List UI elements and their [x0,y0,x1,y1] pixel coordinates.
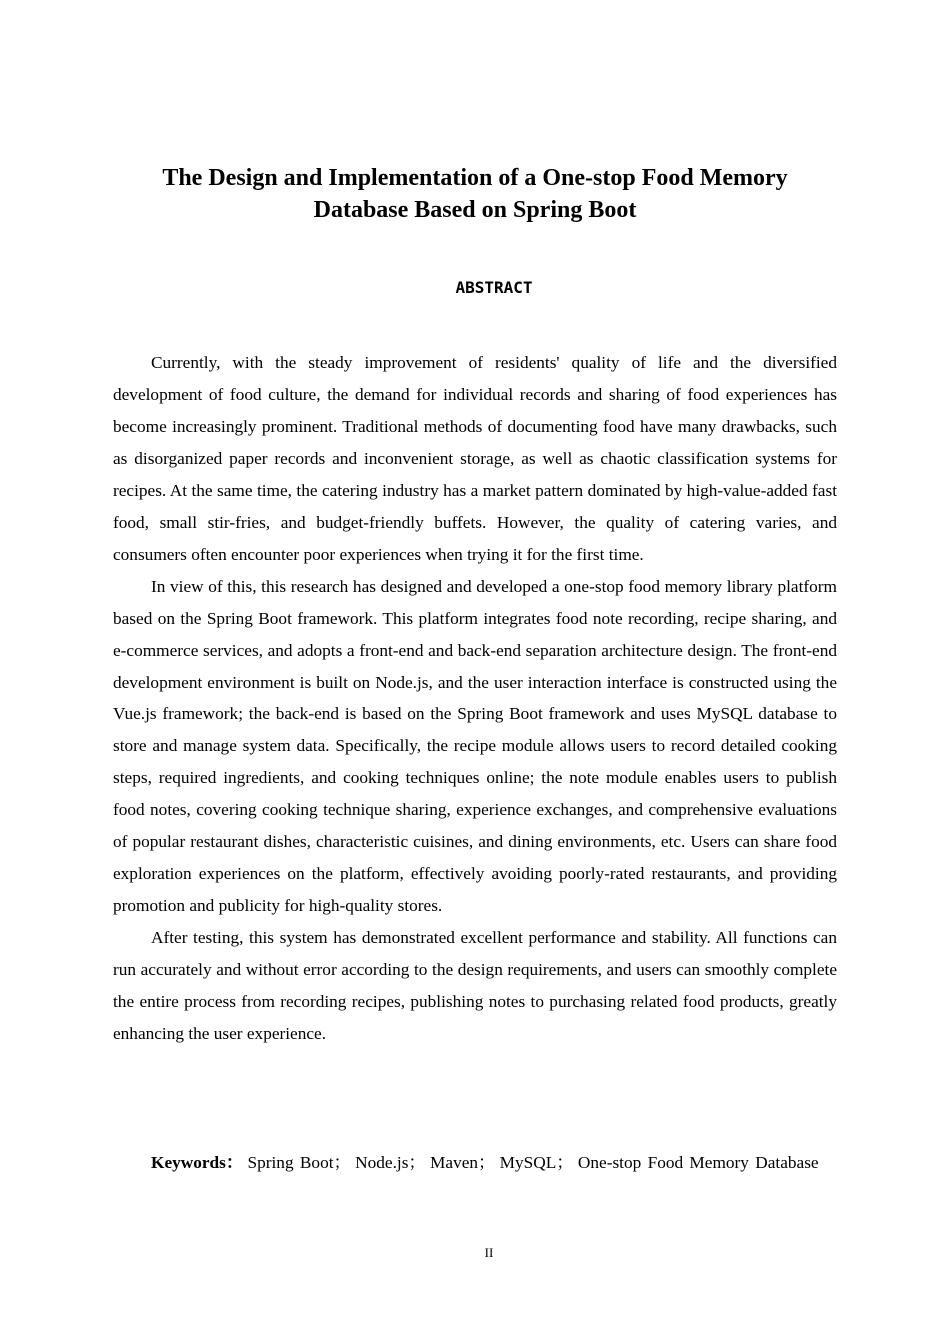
keywords-label: Keywords： [151,1153,244,1172]
keyword-item-2: Node.js； [355,1153,426,1172]
paper-title [113,162,837,226]
abstract-paragraph-1: Currently, with the steady improvement of residents' quality of life and the diversified development of food culture, the demand for individual records and sharing of food experiences has become increasingly prominent. Traditional methods of documenting food have many drawbacks, such as disorganized paper records and inconvenient storage, as well as chaotic classification systems for recipes. At the same time, the catering industry has a market pattern dominated by high-value-added fast food, small stir-fries, and budget-friendly buffets. However, the quality of catering varies, and consumers often encounter poor experiences when trying it for the first time. [113,353,837,564]
keyword-item-3: Maven； [430,1153,496,1172]
abstract-paragraph-3: After testing, this system has demonstrated excellent performance and stability. All functions can run accurately and without error according to the design requirements, and users can smoothly complete the entire process from recording recipes, publishing notes to purchasing related food products, greatly enhancing the user experience. [113,928,837,1044]
keywords-line [113,1147,837,1179]
abstract-body [113,347,837,1050]
keyword-item-5: One-stop Food Memory Database [577,1153,819,1172]
keyword-item-4: MySQL； [499,1153,574,1172]
abstract-heading: ABSTRACT [455,278,533,297]
paper-title-line-2: Database Based on Spring Boot [313,197,637,223]
abstract-paragraph-2: In view of this, this research has designed and developed a one-stop food memory library platform based on the Spring Boot framework. This platform integrates food note recording, recipe sharing, and e-commerce services, and adopts a front-end and back-end separation architecture design. The front-end development environment is built on Node.js, and the user interaction interface is constructed using the Vue.js framework; the back-end is based on the Spring Boot framework and uses MySQL database to store and manage system data. Specifically, the recipe module allows users to record detailed cooking steps, required ingredients, and cooking techniques online; the note module enables users to publish food notes, covering cooking technique sharing, experience exchanges, and comprehensive evaluations of popular restaurant dishes, characteristic cuisines, and dining environments, etc. Users can share food exploration experiences on the platform, effectively avoiding poorly-rated restaurants, and providing promotion and publicity for high-quality stores. [113,576,837,916]
page-number: II [484,1245,494,1260]
keyword-item-1: Spring Boot； [247,1153,351,1172]
paper-title-line-1: The Design and Implementation of a One-stop Food Memory [162,165,788,191]
